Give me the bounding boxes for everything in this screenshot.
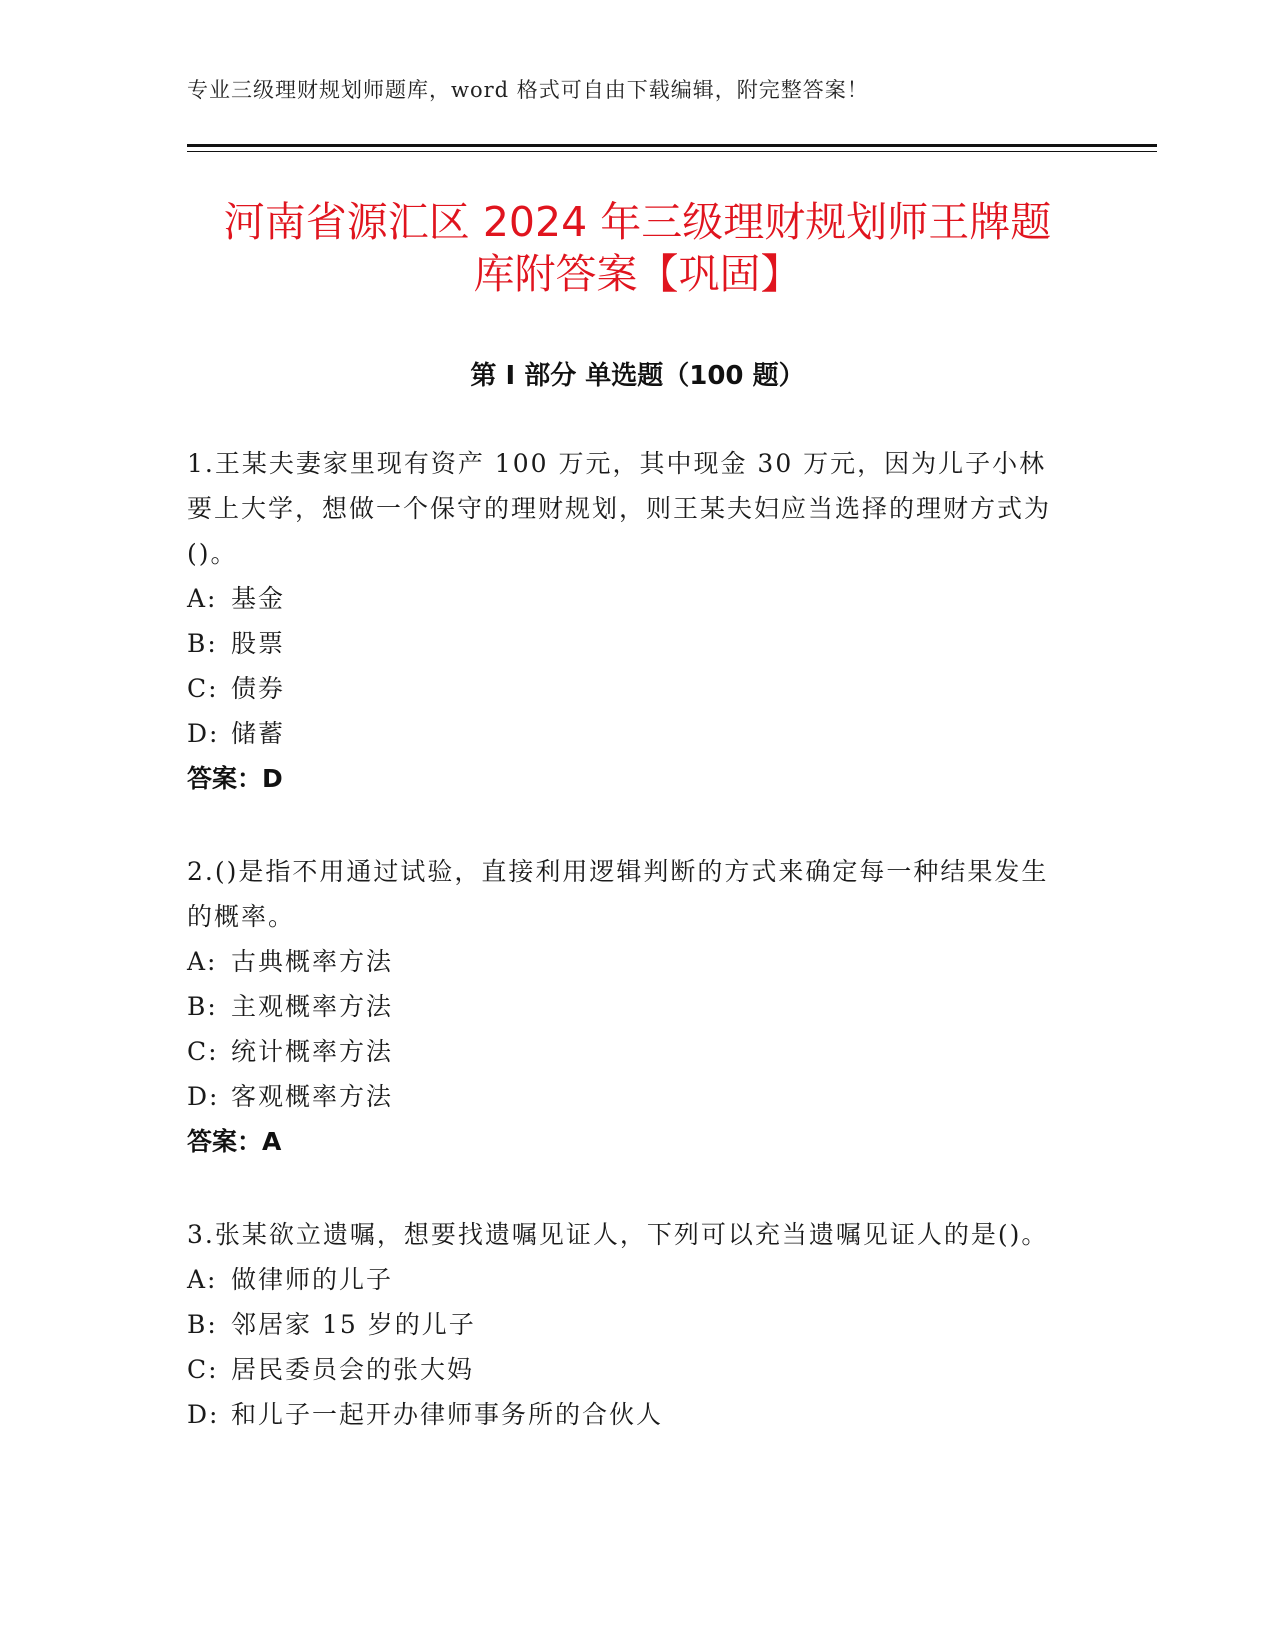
question-1 [187,441,1067,801]
option-letter: A: [187,584,218,613]
document-title [160,196,1115,300]
option-letter: D: [187,1082,220,1111]
option-d [187,711,1067,756]
option-b [187,1302,1067,1347]
option-letter: B: [187,992,218,1021]
option-b [187,984,1067,1029]
question-2 [187,849,1067,1164]
option-text: 做律师的儿子 [231,1265,394,1294]
option-letter: C: [187,674,219,703]
option-text: 居民委员会的张大妈 [231,1355,475,1384]
question-stem: 1.王某夫妻家里现有资产 100 万元，其中现金 30 万元，因为儿子小林要上大学，想做一个保守的理财规划，则王某夫妇应当选择的理财方式为()。 [187,449,1052,568]
question-stem: 3.张某欲立遗嘱，想要找遗嘱见证人，下列可以充当遗嘱见证人的是()。 [187,1220,1049,1249]
section-heading: 第 I 部分 单选题（100 题） [470,361,805,391]
option-text: 主观概率方法 [231,992,394,1021]
option-a [187,576,1067,621]
option-letter: B: [187,629,218,658]
title-line-1: 河南省源汇区 2024 年三级理财规划师王牌题 [223,198,1052,246]
answer-value: A [262,1127,282,1156]
answer-label: 答案： [187,1127,263,1156]
option-letter: B: [187,1310,218,1339]
option-b [187,621,1067,666]
option-text: 储蓄 [231,719,286,748]
option-letter: D: [187,719,220,748]
option-text: 基金 [231,584,286,613]
answer-label: 答案： [187,764,263,793]
option-letter: C: [187,1355,219,1384]
option-text: 股票 [231,629,286,658]
document-header: 专业三级理财规划师题库，word 格式可自由下载编辑，附完整答案！ [187,78,869,102]
question-list [187,441,1067,1485]
question-stem: 2.()是指不用通过试验，直接利用逻辑判断的方式来确定每一种结果发生的概率。 [187,857,1049,931]
option-d [187,1074,1067,1119]
answer-line [187,1119,1067,1164]
option-text: 和儿子一起开办律师事务所的合伙人 [231,1400,664,1429]
title-line-2: 库附答案【巩固】 [473,250,802,298]
answer-line [187,756,1067,801]
option-letter: C: [187,1037,219,1066]
option-c [187,666,1067,711]
option-text: 统计概率方法 [231,1037,394,1066]
header-rule-thick [187,144,1157,147]
option-letter: A: [187,947,218,976]
option-letter: D: [187,1400,220,1429]
option-text: 客观概率方法 [231,1082,394,1111]
option-d [187,1392,1067,1437]
answer-value: D [262,764,283,793]
option-a [187,939,1067,984]
option-a [187,1257,1067,1302]
question-3 [187,1212,1067,1437]
option-text: 古典概率方法 [231,947,394,976]
option-c [187,1029,1067,1074]
option-text: 债券 [231,674,286,703]
option-text: 邻居家 15 岁的儿子 [231,1310,476,1339]
option-c [187,1347,1067,1392]
option-letter: A: [187,1265,218,1294]
header-rule-thin [187,151,1157,152]
